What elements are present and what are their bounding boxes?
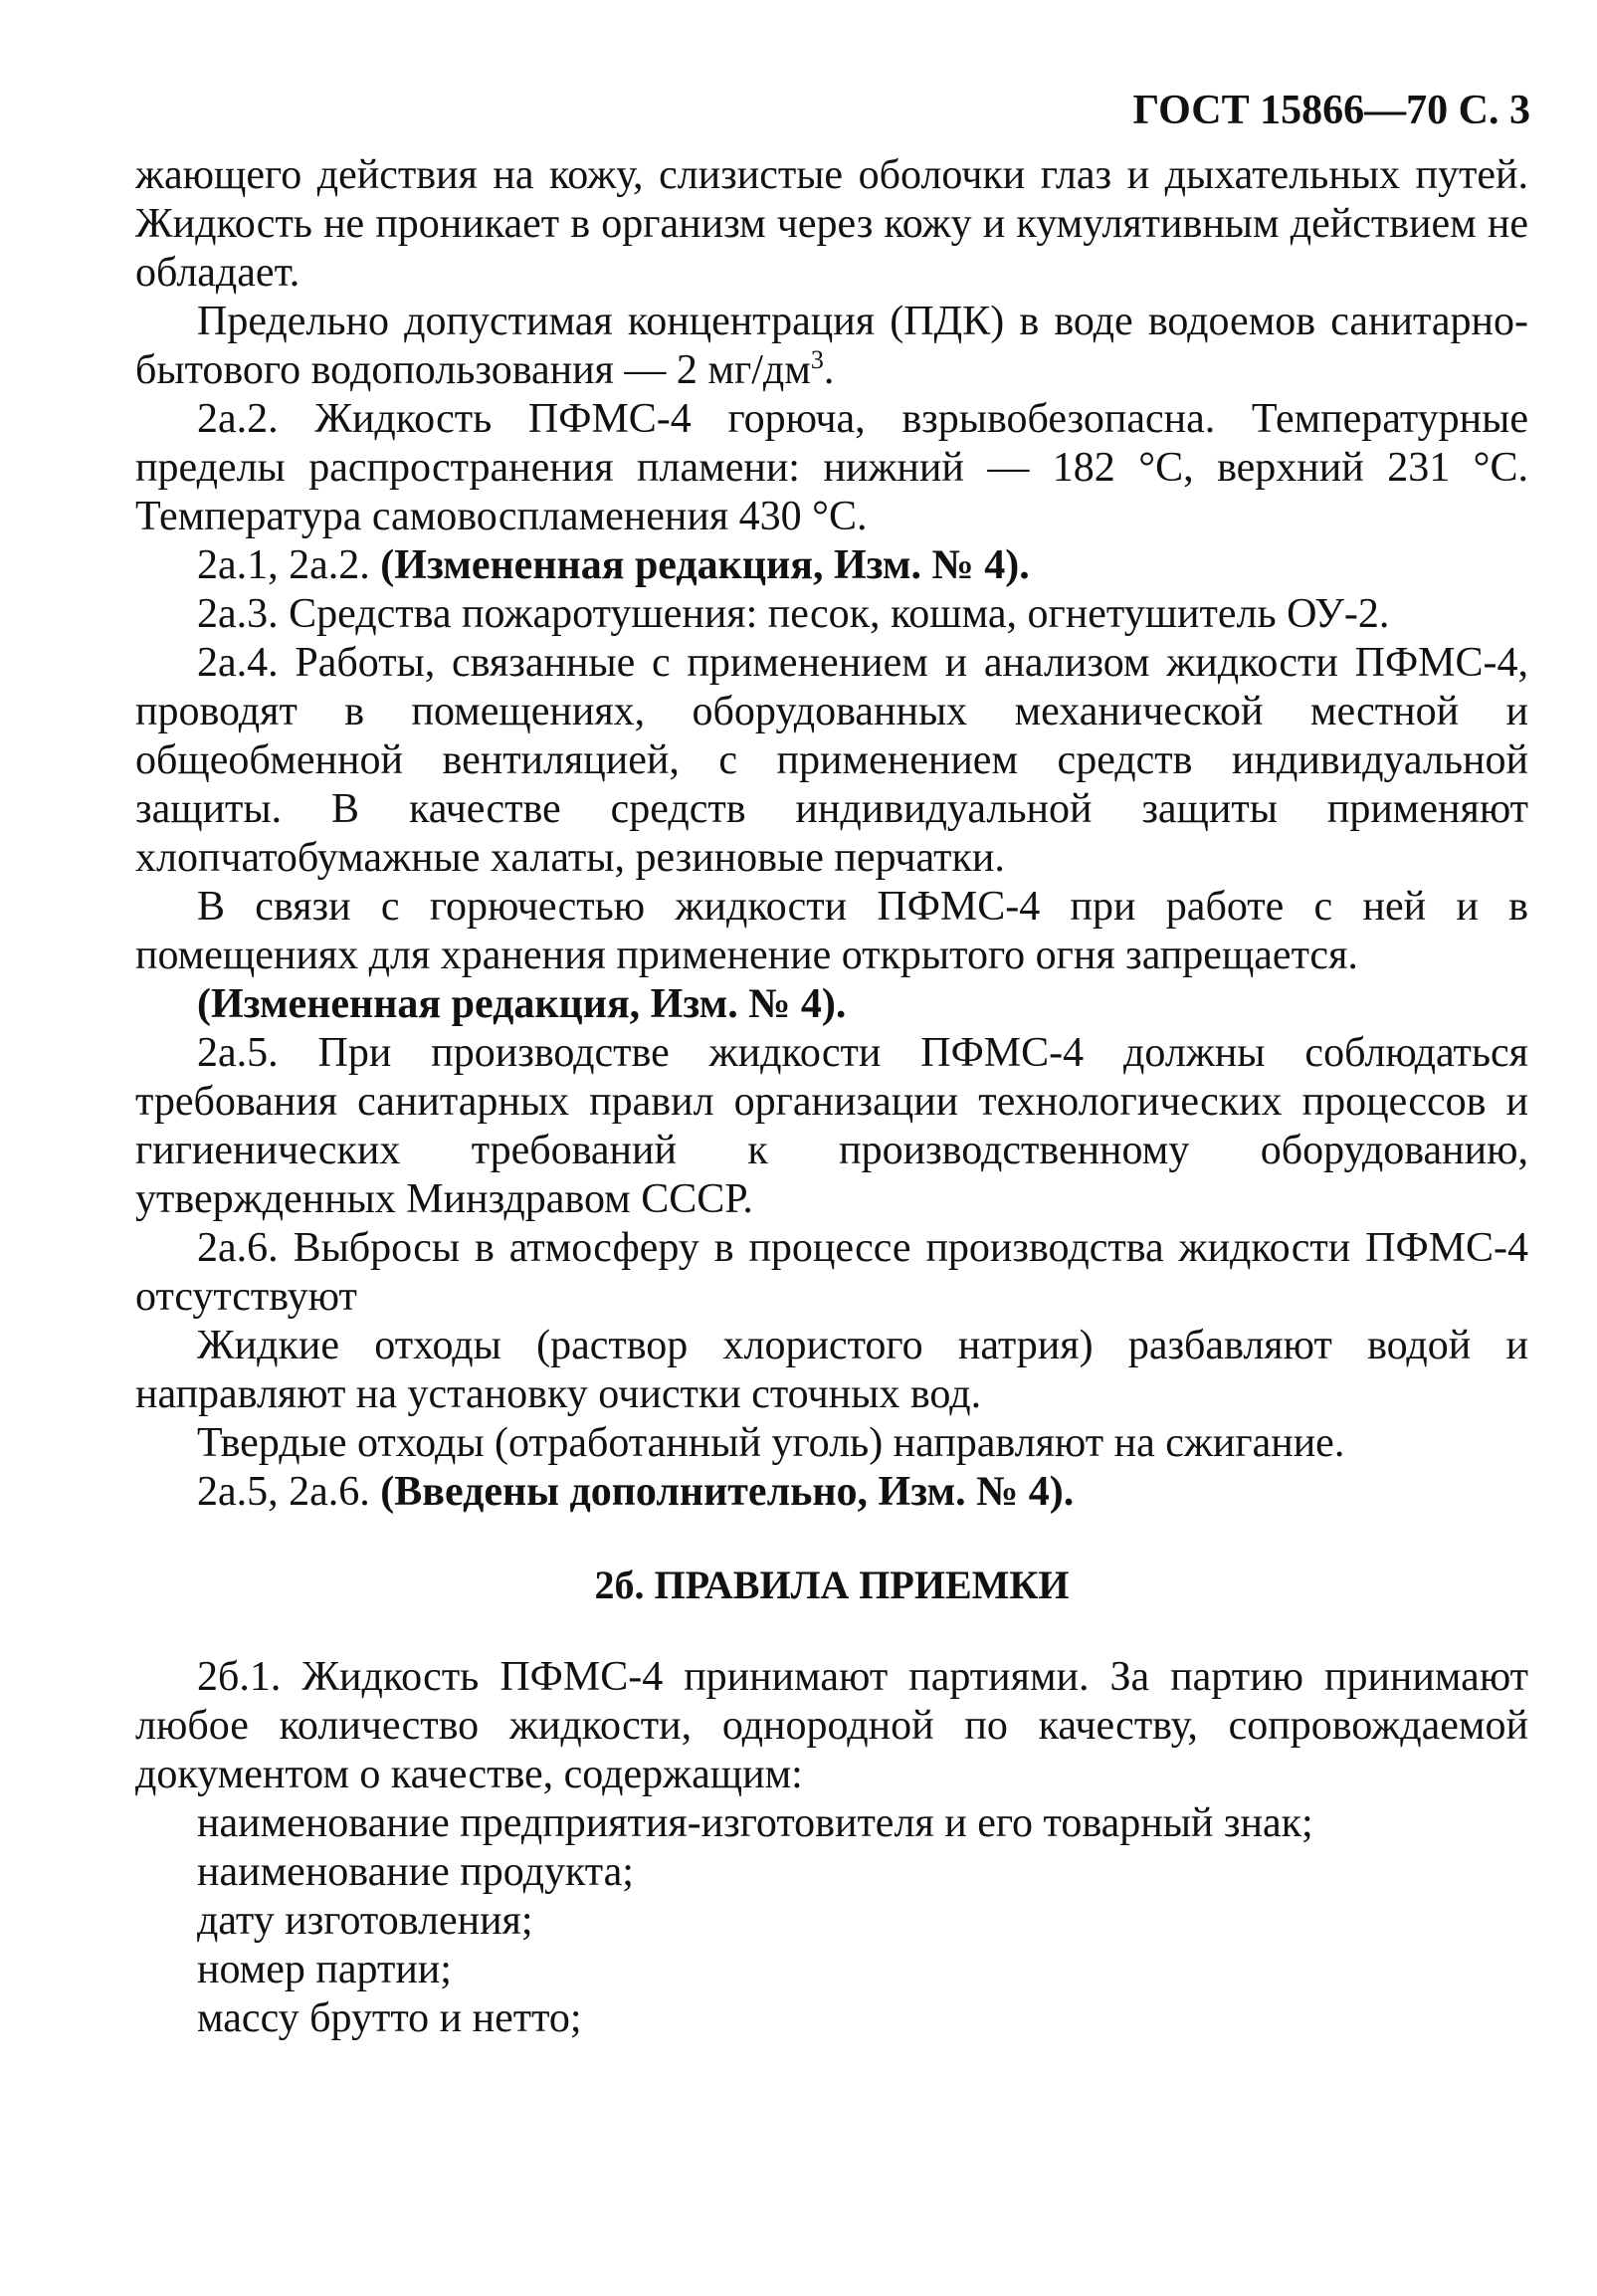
amendment-clause-ref-2: 2а.5, 2а.6. [197, 1469, 370, 1515]
list-item: номер партии; [197, 1947, 452, 1992]
paragraph-2a4: 2а.4. Работы, связанные с применением и анализом жидкости ПФМС-4, проводят в помещениях, оборудованных механической местной и общеобменной вентиляцией, с применением средств индивидуальной защиты. В качестве средств индивидуальной защиты применяют хлопчатобумажные халаты, резиновые перчатки. [135, 640, 1528, 881]
paragraph-continuation: жающего действия на кожу, слизистые оболочки глаз и дыхательных путей. Жидкость не проникает в организм через кожу и кумулятивным действием не обладает. [135, 152, 1528, 296]
paragraph-2a5: 2а.5. При производстве жидкости ПФМС-4 должны соблюдаться требования санитарных правил организации технологических процессов и гигиенических требований к производственному оборудованию, утвержденных Минздравом СССР. [135, 1030, 1528, 1222]
paragraph-2a6: 2а.6. Выбросы в атмосферу в процессе производства жидкости ПФМС-4 отсутствуют [135, 1225, 1528, 1320]
paragraph-liquid-waste: Жидкие отходы (раствор хлористого натрия) разбавляют водой и направляют на установку очистки сточных вод. [135, 1323, 1528, 1417]
section-title: 2б. ПРАВИЛА ПРИЕМКИ [594, 1563, 1070, 1607]
pdk-superscript: 3 [810, 345, 824, 374]
paragraph-amendment-2: (Измененная редакция, Изм. № 4). [197, 981, 847, 1027]
paragraph-solid-waste: Твердые отходы (отработанный уголь) направляют на сжигание. [197, 1420, 1345, 1466]
paragraph-amendment-3 [135, 1468, 1528, 1517]
paragraph-2b1: 2б.1. Жидкость ПФМС-4 принимают партиями. За партию принимают любое количество жидкости, однородной по качеству, сопровождаемой документом о качестве, содержащим: [135, 1654, 1528, 1797]
paragraph-2a2: 2а.2. Жидкость ПФМС-4 горюча, взрывобезопасна. Температурные пределы распространения пламени: нижний — 182 °С, верхний 231 °С. Температура самовоспламенения 430 °С. [135, 396, 1528, 539]
list-item: дату изготовления; [197, 1898, 533, 1944]
amendment-clause-ref: 2а.1, 2а.2. [197, 542, 370, 588]
paragraph-pdk [135, 298, 1528, 395]
body-text [135, 151, 1528, 2043]
running-header: ГОСТ 15866—70 С. 3 [1132, 88, 1530, 133]
list-item: наименование продукта; [197, 1849, 634, 1895]
list-item: наименование предприятия-изготовителя и его товарный знак; [197, 1800, 1313, 1846]
paragraph-amendment-1 [135, 541, 1528, 590]
paragraph-fire-safety: В связи с горючестью жидкости ПФМС-4 при работе с ней и в помещениях для хранения применение открытого огня запрещается. [135, 884, 1528, 978]
paragraph-2a3: 2а.3. Средства пожаротушения: песок, кошма, огнетушитель ОУ-2. [197, 591, 1390, 637]
list-item: массу брутто и нетто; [197, 1995, 582, 2041]
document-page [135, 90, 1528, 2043]
pdk-text: Предельно допустимая концентрация (ПДК) в воде водоемов санитарно-бытового водопользования — 2 мг/дм [135, 299, 1528, 393]
amendment-note: (Измененная редакция, Изм. № 4). [380, 542, 1030, 588]
pdk-period: . [823, 347, 835, 393]
amendment-note-2: (Введены дополнительно, Изм. № 4). [380, 1469, 1075, 1515]
